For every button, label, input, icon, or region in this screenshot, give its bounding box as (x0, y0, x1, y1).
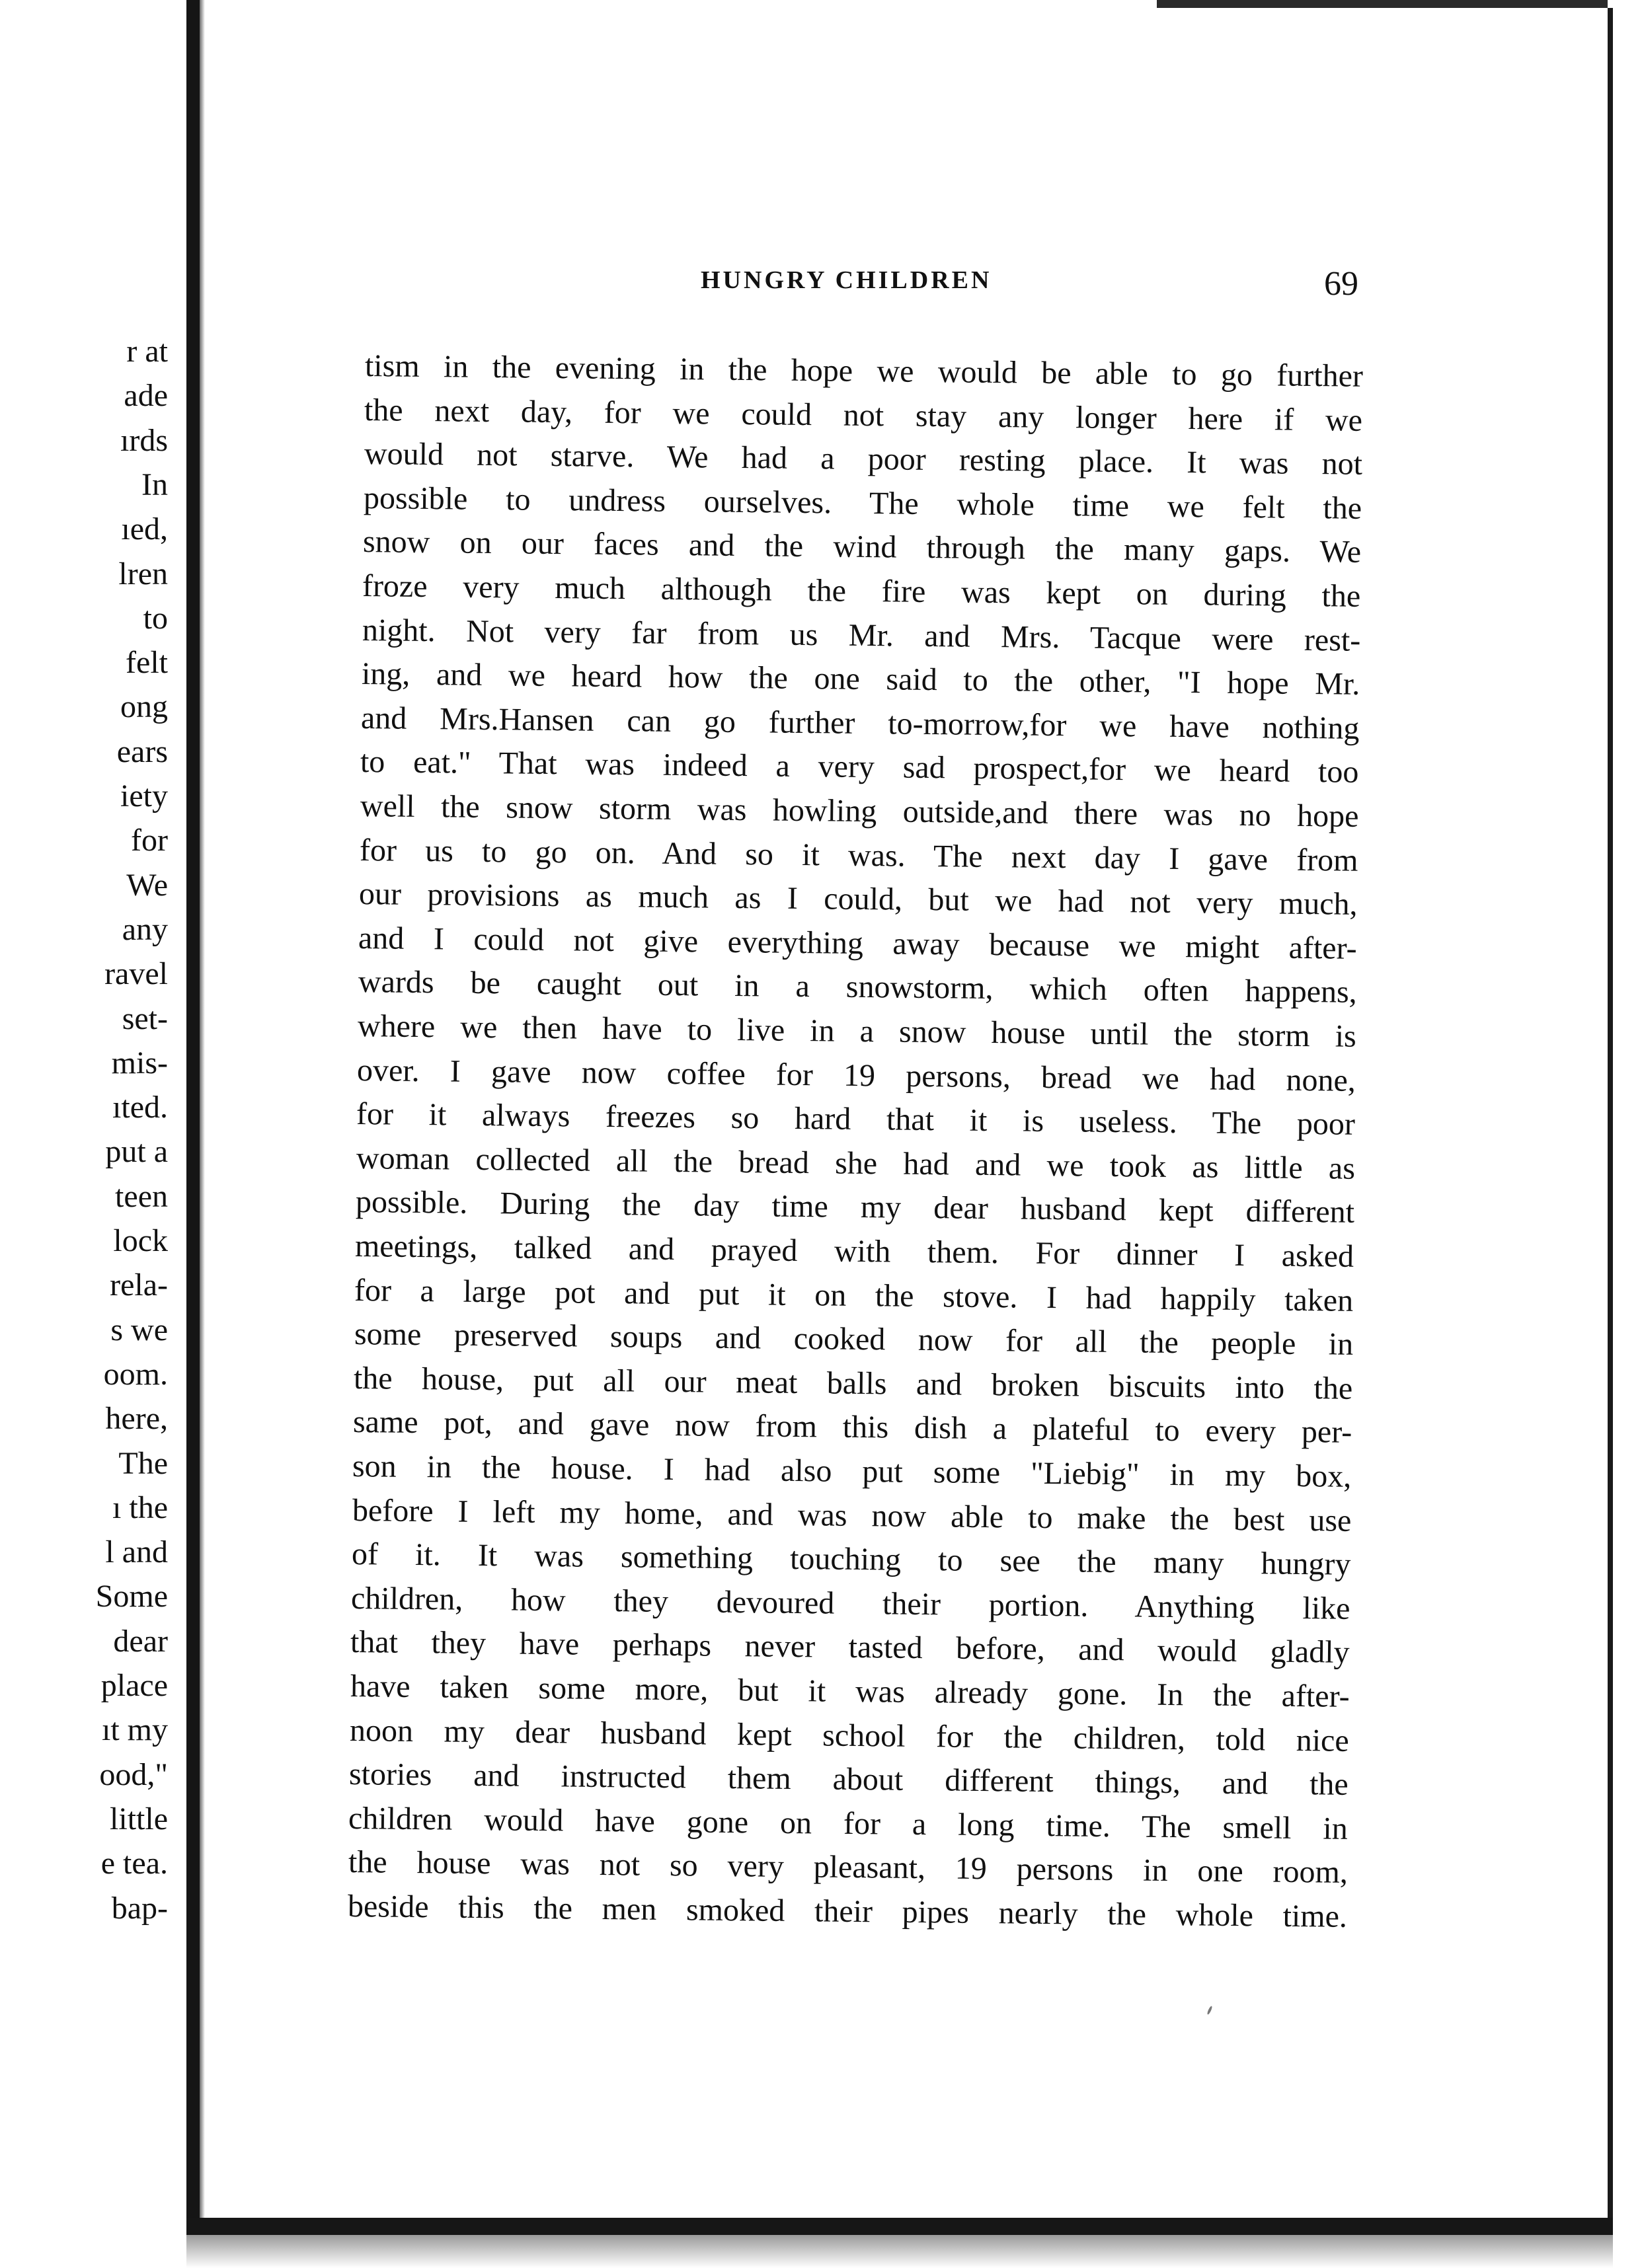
body-line: son in the house. I had also put some "Liebig" in my box, (352, 1449, 1352, 1494)
facing-page-line: Some (95, 1579, 168, 1614)
body-line: to eat." That was indeed a very sad prospect,for we heard too (360, 744, 1360, 790)
body-line: the house was not so very pleasant, 19 persons in one room, (348, 1844, 1348, 1891)
facing-page-line: s we (110, 1312, 168, 1347)
body-line: night. Not very far from us Mr. and Mrs. Tacque were rest- (362, 612, 1361, 658)
body-line: snow on our faces and the wind through the many gaps. We (362, 524, 1362, 570)
facing-page-line: ears (116, 734, 168, 769)
facing-page-line: felt (126, 645, 168, 681)
body-line: noon my dear husband kept school for the children, told nice (349, 1712, 1349, 1758)
body-line: beside this the men smoked their pipes nearly the whole time. (347, 1889, 1348, 1934)
body-line: some preserved soups and cooked now for all the people in (354, 1316, 1354, 1363)
page-number: 69 (1324, 265, 1358, 303)
facing-page-line: ıted. (112, 1090, 168, 1125)
facing-page-line: We (126, 867, 168, 903)
facing-page-line: ade (124, 378, 168, 414)
facing-page-line: ood," (99, 1757, 168, 1792)
body-line: where we then have to live in a snow house until the storm is (357, 1008, 1356, 1054)
body-line: wards be caught out in a snowstorm, which often happens, (358, 964, 1357, 1010)
facing-page-line: iety (120, 778, 168, 813)
facing-page-line: little (110, 1801, 168, 1836)
body-line: stories and instructed them about different things, and the (348, 1757, 1349, 1803)
body-line: our provisions as much as I could, but we had not very much, (358, 876, 1358, 923)
body-line: froze very much although the fire was kept on during the (362, 568, 1361, 614)
facing-page-line: place (100, 1668, 168, 1703)
facing-page-line: ong (120, 689, 168, 725)
body-line: for a large pot and put it on the stove. I had happily taken (354, 1272, 1354, 1318)
body-line: woman collected all the bread she had and we took as little as (356, 1140, 1355, 1186)
facing-page-line: mis- (111, 1045, 168, 1080)
facing-page-line: The (118, 1445, 168, 1481)
body-line: the house, put all our meat balls and broken biscuits into the (353, 1360, 1353, 1406)
facing-page-line: oom. (103, 1356, 168, 1392)
body-line: same pot, and gave now from this dish a plateful to every per- (352, 1404, 1352, 1451)
body-line: over. I gave now coffee for 19 persons, bread we had none, (356, 1052, 1356, 1098)
body-line: have taken some more, but it was already gone. In the after- (350, 1669, 1350, 1714)
body-line: children would have gone on for a long time. The smell in (348, 1800, 1349, 1846)
facing-page-line: any (122, 911, 168, 947)
facing-page-line: In (141, 467, 168, 502)
facing-page-line: set- (122, 1001, 168, 1036)
body-line: and I could not give everything away because we might after- (358, 920, 1358, 966)
body-line: possible to undress ourselves. The whole time we felt the (363, 480, 1362, 526)
body-line: meetings, talked and prayed with them. For dinner I asked (354, 1228, 1354, 1274)
body-line: and Mrs.Hansen can go further to-morrow,for we have nothing (360, 700, 1360, 746)
facing-page-line: ıed, (121, 511, 168, 547)
body-line: for us to go on. And so it was. The next day I gave from (359, 832, 1358, 878)
body-line: tism in the evening in the hope we would be able to go further (364, 348, 1364, 394)
body-line: before I left my home, and was now able to make the best use (352, 1492, 1352, 1538)
facing-page-line: here, (105, 1401, 168, 1437)
facing-page-line: lren (118, 556, 168, 591)
running-head: HUNGRY CHILDREN (701, 266, 992, 294)
facing-page-line: teen (115, 1178, 168, 1214)
facing-page-line: r at (126, 334, 168, 369)
body-line: possible. During the day time my dear husband kept different (355, 1184, 1355, 1230)
facing-page-line: lock (113, 1223, 168, 1258)
body-line: would not starve. We had a poor resting place. It was not (364, 436, 1362, 482)
body-line: of it. It was something touching to see the many hungry (351, 1536, 1351, 1583)
facing-page-line: rela- (110, 1267, 168, 1303)
facing-page-line: dear (113, 1623, 168, 1659)
body-line: well the snow storm was howling outside,and there was no hope (360, 788, 1359, 834)
facing-page-line: ıt my (101, 1712, 168, 1748)
facing-page-line: ravel (104, 956, 168, 992)
facing-page-line: l and (105, 1534, 168, 1570)
body-line: for it always freezes so hard that it is useless. The poor (356, 1096, 1356, 1143)
facing-page-line: to (143, 600, 168, 636)
facing-page-line: ırds (120, 422, 168, 458)
facing-page-line: for (131, 823, 168, 858)
facing-page-line: ı the (112, 1490, 168, 1525)
facing-page-line: bap- (111, 1890, 168, 1926)
body-line: the next day, for we could not stay any longer here if we (364, 392, 1363, 438)
body-line: ing, and we heard how the one said to the other, "I hope Mr. (361, 656, 1360, 702)
body-line: that they have perhaps never tasted before, and would gladly (350, 1624, 1350, 1671)
facing-page-line: put a (105, 1134, 168, 1170)
facing-page-line: e tea. (100, 1846, 168, 1881)
body-line: children, how they devoured their portion. Anything like (350, 1580, 1350, 1626)
